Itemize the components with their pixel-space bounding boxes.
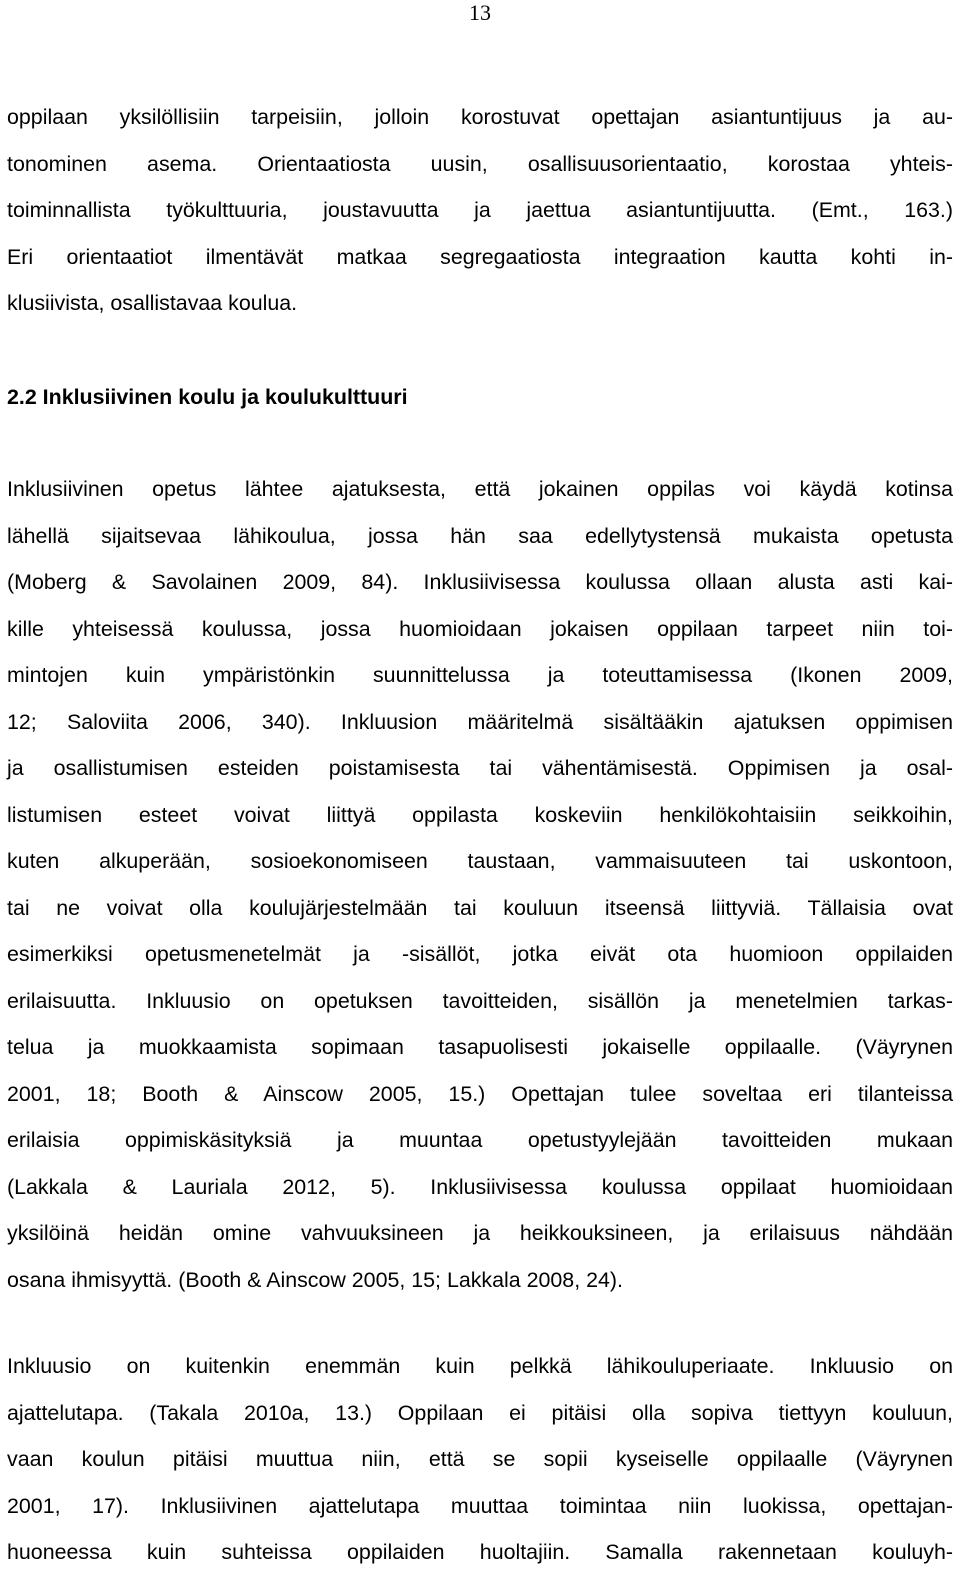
- text-line: Eri orientaatiot ilmentävät matkaa segregaatiosta integraation kautta kohti in-: [7, 244, 953, 269]
- text-line: esimerkiksi opetusmenetelmät ja -sisällöt, jotka eivät ota huomioon oppilaiden: [7, 942, 953, 966]
- page-number: 13: [469, 0, 491, 25]
- text-line: (Moberg & Savolainen 2009, 84). Inklusiivisessa koulussa ollaan alusta asti kai-: [7, 570, 953, 594]
- text-line: vaan koulun pitäisi muuttua niin, että se sopii kyseiselle oppilaalle (Väyrynen: [7, 1447, 953, 1471]
- text-line: tai ne voivat olla koulujärjestelmään tai kouluun itseensä liittyviä. Tällaisia ovat: [7, 895, 953, 920]
- text-line: toiminnallista työkulttuuria, joustavuutta ja jaettua asiantuntijuutta. (Emt., 163.): [7, 198, 953, 222]
- text-line: lähellä sijaitsevaa lähikoulua, jossa hän saa edellytystensä mukaista opetusta: [7, 523, 953, 548]
- text-line: ja osallistumisen esteiden poistamisesta tai vähentämisestä. Oppimisen ja osal-: [7, 756, 953, 780]
- text-line: oppilaan yksilöllisiin tarpeisiin, jolloin korostuvat opettajan asiantuntijuus ja au-: [7, 105, 953, 129]
- text-line: 12; Saloviita 2006, 340). Inkluusion määritelmä sisältääkin ajatuksen oppimisen: [7, 709, 953, 734]
- text-line: listumisen esteet voivat liittyä oppilasta koskeviin henkilökohtaisiin seikkoihin,: [7, 802, 953, 827]
- text-line: Inkluusio on kuitenkin enemmän kuin pelkkä lähikouluperiaate. Inkluusio on: [7, 1354, 953, 1378]
- section-heading: 2.2 Inklusiivinen koulu ja koulukulttuuri: [7, 385, 408, 409]
- text-line: kuten alkuperään, sosioekonomiseen taustaan, vammaisuuteen tai uskontoon,: [7, 849, 953, 873]
- text-line: mintojen kuin ympäristönkin suunnittelussa ja toteuttamisessa (Ikonen 2009,: [7, 663, 953, 687]
- paragraph-1: [7, 94, 953, 327]
- text-line: erilaisuutta. Inkluusio on opetuksen tavoitteiden, sisällön ja menetelmien tarkas-: [7, 988, 953, 1013]
- text-line: Inklusiivinen opetus lähtee ajatuksesta, että jokainen oppilas voi käydä kotinsa: [7, 477, 953, 501]
- text-line: kille yhteisessä koulussa, jossa huomioidaan jokaisen oppilaan tarpeet niin toi-: [7, 616, 953, 641]
- text-line: yksilöinä heidän omine vahvuuksineen ja heikkouksineen, ja erilaisuus nähdään: [7, 1221, 953, 1245]
- text-line: telua ja muokkaamista sopimaan tasapuolisesti jokaiselle oppilaalle. (Väyrynen: [7, 1035, 953, 1059]
- paragraph-3: [7, 1343, 953, 1576]
- text-line: huoneessa kuin suhteissa oppilaiden huoltajiin. Samalla rakennetaan kouluyh-: [7, 1540, 953, 1564]
- text-line: tonominen asema. Orientaatiosta uusin, osallisuusorientaatio, korostaa yhteis-: [7, 151, 953, 176]
- text-line: 2001, 17). Inklusiivinen ajattelutapa muuttaa toimintaa niin luokissa, opettajan-: [7, 1493, 953, 1518]
- text-line: (Lakkala & Lauriala 2012, 5). Inklusiivisessa koulussa oppilaat huomioidaan: [7, 1174, 953, 1199]
- text-line: klusiivista, osallistavaa koulua.: [7, 291, 298, 315]
- paragraph-2: [7, 466, 953, 1303]
- text-line: 2001, 18; Booth & Ainscow 2005, 15.) Opettajan tulee soveltaa eri tilanteissa: [7, 1081, 953, 1106]
- text-line: erilaisia oppimiskäsityksiä ja muuntaa opetustyylejään tavoitteiden mukaan: [7, 1128, 953, 1152]
- text-line: osana ihmisyyttä. (Booth & Ainscow 2005, 15; Lakkala 2008, 24).: [7, 1267, 623, 1292]
- text-line: ajattelutapa. (Takala 2010a, 13.) Oppilaan ei pitäisi olla sopiva tiettyyn kouluun,: [7, 1400, 953, 1425]
